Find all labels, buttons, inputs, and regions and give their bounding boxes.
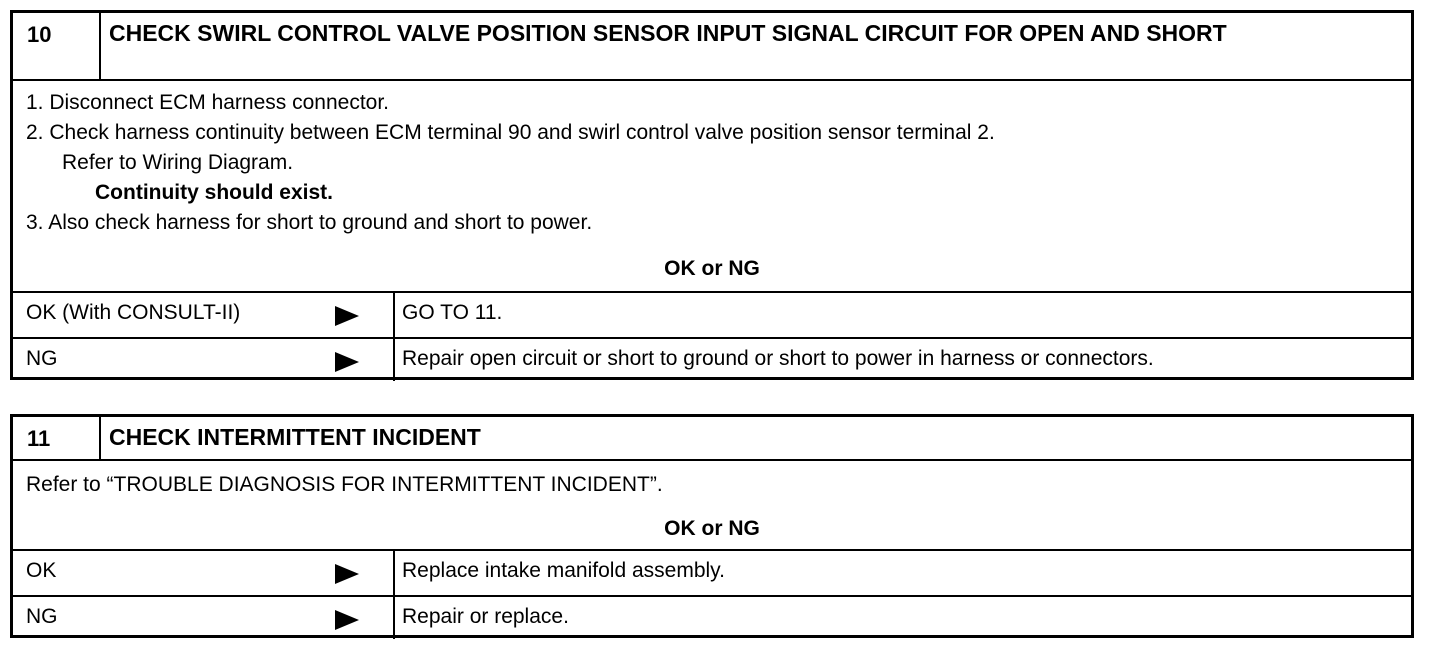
ok-or-ng-label: OK or NG	[664, 517, 760, 540]
step-11-instructions	[13, 461, 1411, 551]
result-action: Replace intake manifold assembly.	[402, 559, 725, 582]
step-number: 10	[13, 13, 101, 79]
step-10-instructions	[13, 81, 1411, 293]
result-condition	[13, 597, 395, 639]
instruction-line: 3. Also check harness for short to ground and short to power.	[26, 211, 593, 234]
result-condition	[13, 551, 395, 595]
step-title: CHECK INTERMITTENT INCIDENT	[109, 424, 481, 450]
instruction-line: 2. Check harness continuity between ECM terminal 90 and swirl control valve position sensor terminal 2.	[26, 121, 995, 144]
condition-label: NG	[26, 347, 58, 370]
step-11-block	[10, 414, 1414, 638]
expected-result: Continuity should exist.	[95, 181, 334, 204]
condition-label: OK (With CONSULT-II)	[26, 301, 241, 324]
step-title: CHECK SWIRL CONTROL VALVE POSITION SENSOR INPUT SIGNAL CIRCUIT FOR OPEN AND SHORT	[109, 20, 1227, 46]
condition-label: NG	[26, 605, 58, 628]
result-row-ng	[13, 337, 1411, 381]
result-action: GO TO 11.	[402, 301, 503, 324]
result-row-ok	[13, 293, 1411, 337]
step-number: 11	[13, 417, 101, 459]
ok-or-ng-label: OK or NG	[664, 257, 760, 280]
result-action: Repair or replace.	[402, 605, 569, 628]
step-10-block	[10, 10, 1414, 380]
step-10-header	[13, 13, 1411, 81]
instruction-line: 1. Disconnect ECM harness connector.	[26, 91, 390, 114]
arrow-right-icon	[335, 564, 359, 584]
result-row-ok	[13, 551, 1411, 595]
arrow-right-icon	[335, 352, 359, 372]
result-action: Repair open circuit or short to ground or short to power in harness or connectors.	[402, 347, 1154, 370]
result-condition	[13, 339, 395, 381]
arrow-right-icon	[335, 610, 359, 630]
step-11-header	[13, 417, 1411, 461]
condition-label: OK	[26, 559, 57, 582]
result-condition	[13, 293, 395, 337]
result-row-ng	[13, 595, 1411, 639]
arrow-right-icon	[335, 306, 359, 326]
instruction-line: Refer to Wiring Diagram.	[62, 151, 294, 174]
instruction-line: Refer to “TROUBLE DIAGNOSIS FOR INTERMITTENT INCIDENT”.	[26, 473, 663, 496]
